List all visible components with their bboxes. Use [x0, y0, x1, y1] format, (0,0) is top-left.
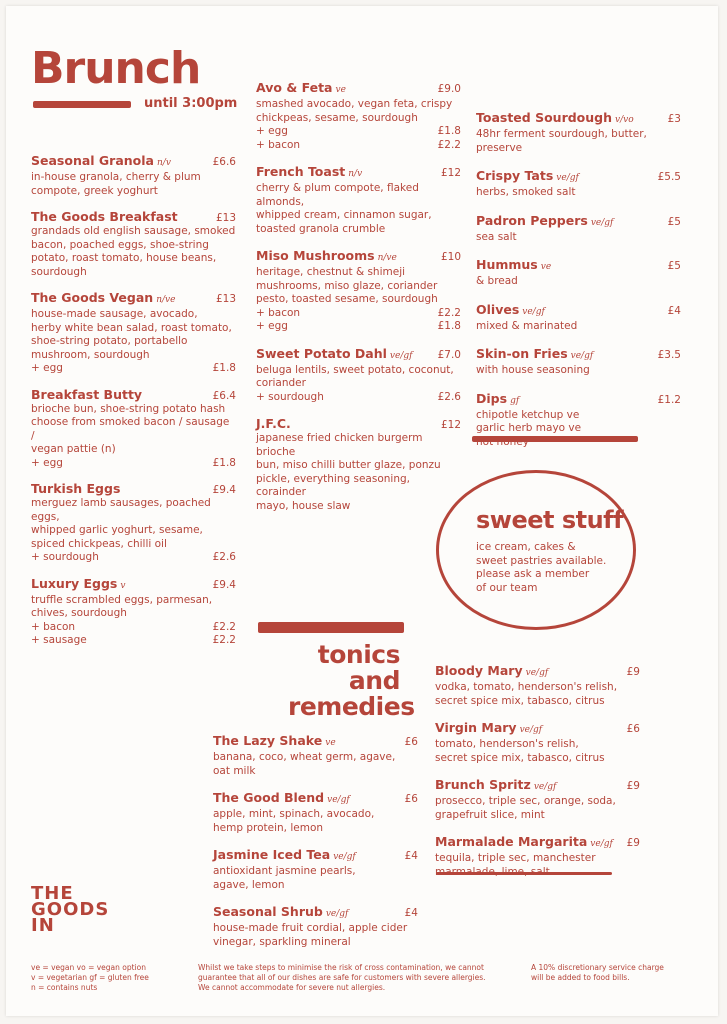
menu-item-header [256, 80, 461, 98]
menu-item-desc-line: pickle, everything seasoning, corainder [256, 472, 410, 498]
menu-item-price: £3 [667, 113, 681, 125]
menu-item-header [213, 790, 418, 808]
menu-item-title: Olives [476, 301, 520, 317]
menu-item-desc-line: chives, sourdough [31, 607, 127, 619]
menu-item-price: £1.2 [657, 393, 681, 406]
menu-item-price: £6.6 [212, 156, 236, 168]
addon-price: £2.6 [212, 551, 236, 563]
menu-item-title: Marmalade Margarita [435, 834, 588, 849]
menu-item-price: £9.0 [437, 83, 461, 95]
addon-price: £2.6 [437, 390, 461, 403]
tonics-title-line: tonics [317, 640, 400, 669]
menu-item-price: £6 [404, 793, 418, 805]
menu-item-desc-line: whipped garlic yoghurt, sesame, [31, 524, 203, 536]
menu-item-desc-line: choose from smoked bacon / sausage / [31, 416, 230, 442]
menu-item-header [31, 290, 236, 308]
menu-item-header [256, 164, 461, 182]
menu-item-header [435, 834, 640, 852]
menu-item-title: The Lazy Shake [213, 733, 323, 748]
dietary-tag: n/v [156, 158, 171, 168]
menu-item [213, 790, 418, 835]
footer-allergy-line: Whilst we take steps to minimise the risk of cross contamination, we cannot [198, 963, 484, 972]
menu-item-addon [31, 457, 236, 471]
footer-key-line: ve = vegan vo = vegan option [31, 963, 146, 972]
menu-item [213, 733, 418, 778]
menu-item-header [476, 257, 681, 275]
menu-item-desc-line: whipped cream, cinnamon sugar, [256, 209, 432, 221]
menu-item [256, 416, 461, 513]
menu-item-title: Jasmine Iced Tea [213, 847, 331, 862]
menu-item-name [213, 733, 336, 751]
menu-item-header [435, 663, 640, 681]
logo-line: IN [31, 915, 55, 936]
menu-item [213, 904, 418, 949]
menu-item-name [435, 663, 548, 681]
menu-item-desc-line: secret spice mix, tabasco, citrus [435, 751, 605, 764]
menu-item [256, 346, 461, 405]
menu-item-desc-line: herbs, smoked salt [476, 186, 576, 198]
menu-item-header [435, 720, 640, 738]
menu-item-price: £9.4 [212, 484, 236, 496]
sweet-desc-line: of our team [476, 581, 538, 594]
sweet-desc-line: please ask a member [476, 568, 590, 580]
menu-item-desc-line: chickpeas, sesame, sourdough [256, 111, 418, 124]
menu-item-desc-line: sourdough [31, 265, 87, 278]
menu-item-title: Seasonal Granola [31, 153, 154, 168]
menu-item-header [476, 346, 681, 364]
menu-item-price: £7.0 [437, 348, 461, 361]
menu-item-title: French Toast [256, 164, 346, 179]
menu-item-desc-line: vegan pattie (n) [31, 443, 116, 455]
menu-item-name [435, 720, 542, 738]
menu-item-price: £9 [626, 780, 640, 792]
menu-item-title: Sweet Potato Dahl [256, 345, 387, 361]
menu-item-price: £13 [215, 212, 236, 224]
menu-item-header [435, 777, 640, 795]
tonics-column [213, 733, 418, 961]
dietary-tag: ve/gf [533, 782, 557, 792]
brunch-title: Brunch [31, 43, 201, 94]
menu-item-title: Turkish Eggs [31, 481, 121, 496]
addon-price: £1.8 [437, 125, 461, 137]
menu-item-name [476, 168, 579, 186]
menu-item-desc-line: tomato, henderson's relish, [435, 738, 579, 750]
menu-item-desc-line: compote, greek yoghurt [31, 184, 158, 197]
menu-item-desc-line: tequila, triple sec, manchester [435, 852, 596, 864]
sweet-desc-line: sweet pastries available. [476, 554, 607, 567]
menu-item-desc-line: potato, roast tomato, house beans, [31, 252, 217, 264]
brush-stroke-header [33, 101, 131, 108]
dietary-tag: n/v [348, 169, 363, 179]
menu-item-title: Hummus [476, 257, 538, 272]
dietary-tag: ve/gf [570, 351, 594, 361]
footer-service-line: A 10% discretionary service charge [531, 963, 664, 972]
menu-item-price: £9.4 [212, 578, 236, 591]
menu-item-title: J.F.C. [256, 416, 291, 431]
dietary-tag: ve/gf [556, 173, 579, 183]
addon-label: + egg [256, 320, 288, 332]
menu-item-price: £9 [626, 837, 640, 849]
menu-item-name [256, 416, 291, 432]
menu-item-desc-line: mushrooms, miso glaze, coriander [256, 279, 438, 292]
menu-item-addon [31, 621, 236, 635]
menu-item-addon [31, 362, 236, 376]
menu-item-header [31, 387, 236, 403]
menu-item [435, 663, 640, 708]
menu-item-desc-line: mixed & marinated [476, 319, 578, 332]
menu-item [476, 302, 681, 334]
dietary-tag: v [120, 580, 126, 591]
menu-item-header [213, 904, 418, 922]
menu-item [256, 248, 461, 334]
addon-price: £2.2 [212, 634, 236, 646]
menu-item-price: £12 [440, 419, 461, 431]
dietary-tag: ve/gf [590, 217, 614, 228]
menu-item-desc-line: in-house granola, cherry & plum [31, 171, 201, 183]
menu-item-price: £4 [667, 304, 681, 317]
menu-item-name [256, 164, 362, 182]
menu-item-desc-line: brioche bun, shoe-string potato hash [31, 402, 226, 415]
menu-item-title: Skin-on Fries [476, 346, 568, 361]
menu-item-title: The Good Blend [213, 790, 325, 805]
menu-item [256, 80, 461, 152]
menu-item-title: Bloody Mary [435, 663, 523, 678]
menu-item-name [256, 248, 397, 266]
menu-item-title: The Goods Breakfast [31, 209, 178, 224]
addon-price: £2.2 [212, 620, 236, 633]
dietary-tag: ve [325, 738, 336, 748]
brush-stroke-tonics [258, 622, 404, 633]
menu-item-desc-line: heritage, chestnut & shimeji [256, 266, 406, 278]
menu-item [476, 110, 681, 155]
menu-item-desc-line: antioxidant jasmine pearls, [213, 865, 356, 877]
menu-item-header [31, 481, 236, 497]
menu-item-header [31, 209, 236, 225]
menu-item-desc-line: cherry & plum compote, flaked almonds, [256, 182, 419, 208]
menu-item-price: £9 [626, 666, 640, 678]
menu-item-header [256, 346, 461, 364]
menu-item-desc-line: banana, coco, wheat germ, agave, [213, 751, 396, 763]
menu-item-price: £5 [667, 215, 681, 228]
footer-key-line: v = vegetarian gf = gluten free [31, 973, 149, 982]
menu-item-name [476, 257, 551, 275]
menu-item [435, 720, 640, 765]
menu-item-desc-line: merguez lamb sausages, poached eggs, [31, 497, 211, 523]
addon-label: + sausage [31, 634, 87, 646]
menu-item-header [31, 153, 236, 171]
menu-item-desc-line: agave, lemon [213, 878, 285, 891]
dietary-tag: ve/gf [590, 839, 613, 849]
menu-item [31, 209, 236, 279]
menu-item-title: Miso Mushrooms [256, 248, 375, 263]
logo-line: GOODS [31, 899, 110, 920]
addon-label: + egg [31, 362, 63, 374]
menu-item-price: £13 [215, 293, 236, 305]
menu-item [213, 847, 418, 892]
dietary-tag: n/ve [377, 253, 397, 263]
menu-item-title: Dips [476, 390, 508, 406]
dietary-tag: gf [510, 395, 520, 406]
sweet-stuff-desc [476, 541, 626, 595]
menu-item-addon [31, 551, 236, 565]
menu-item-desc-line: preserve [476, 141, 523, 154]
dietary-tag: ve/gf [325, 909, 349, 919]
addon-price: £1.8 [212, 362, 236, 374]
menu-item-name [31, 153, 171, 171]
menu-item-name [435, 834, 613, 852]
tonics-title-line: remedies [288, 692, 415, 721]
dietary-tag: ve [540, 262, 552, 272]
service-charge-notice [531, 963, 696, 983]
addon-label: + egg [256, 125, 288, 137]
menu-item-price: £5.5 [657, 171, 681, 183]
brush-stroke-drinks [436, 872, 612, 875]
menu-item-title: The Goods Vegan [31, 290, 154, 305]
addon-label: + bacon [256, 138, 301, 151]
menu-item-desc-line: beluga lentils, sweet potato, coconut, [256, 363, 454, 376]
menu-item-desc-line: prosecco, triple sec, orange, soda, [435, 795, 616, 807]
menu-item-name [213, 904, 348, 922]
menu-item-desc-line: vodka, tomato, henderson's relish, [435, 681, 618, 693]
menu-item-title: Padron Peppers [476, 212, 588, 228]
menu-item-desc-line: with house seasoning [476, 364, 590, 376]
menu-item [31, 387, 236, 471]
menu-item-name [476, 391, 519, 409]
menu-item-desc-line: house-made fruit cordial, apple cider [213, 922, 408, 934]
menu-item [476, 346, 681, 378]
menu-item [31, 576, 236, 648]
menu-item-name [31, 481, 120, 497]
addon-label: + bacon [31, 620, 76, 633]
brunch-column-1 [31, 153, 236, 659]
menu-item-header [476, 213, 681, 231]
dietary-tag: ve/gf [522, 306, 545, 317]
menu-item-header [213, 847, 418, 865]
logo-line: THE [31, 883, 74, 904]
footer-allergy-line: guarantee that all of our dishes are safe for customers with severe allergies. [198, 973, 486, 982]
menu-item-name [213, 847, 356, 865]
menu-item-name [213, 790, 350, 808]
menu-item-header [256, 416, 461, 432]
addon-price: £2.2 [437, 306, 461, 319]
menu-item-title: Virgin Mary [435, 720, 517, 735]
menu-item-header [31, 576, 236, 594]
dietary-tag: ve/gf [519, 725, 543, 735]
menu-item-header [476, 110, 681, 128]
menu-item [476, 213, 681, 245]
menu-item-price: £4 [404, 907, 418, 919]
menu-item-name [476, 110, 634, 128]
menu-item-desc-line: hemp protein, lemon [213, 821, 324, 834]
allergy-notice [198, 963, 528, 993]
sweet-desc-line: ice cream, cakes & [476, 541, 576, 553]
the-goods-in-logo [31, 883, 110, 936]
menu-item-desc-line: garlic herb mayo ve [476, 422, 582, 434]
brunch-hours: until 3:00pm [144, 96, 238, 111]
menu-item-addon [31, 634, 236, 648]
menu-item-title: Toasted Sourdough [476, 110, 613, 125]
menu-item-desc-line: herby white bean salad, roast tomato, [31, 321, 232, 334]
menu-item [476, 257, 681, 289]
menu-item-price: £5 [667, 260, 681, 272]
menu-item-name [476, 302, 545, 320]
menu-item-title: Breakfast Butty [31, 386, 143, 402]
menu-item-name [256, 346, 412, 364]
tonics-title-line: and [348, 666, 400, 695]
tonics-title [288, 640, 415, 721]
brunch-column-2 [256, 80, 461, 525]
footer-service-line: will be added to food bills. [531, 973, 630, 982]
menu-item-title: Brunch Spritz [435, 777, 531, 792]
menu-item-name [31, 387, 142, 403]
menu-item-title: Seasonal Shrub [213, 904, 323, 919]
menu-item-desc-line: toasted granola crumble [256, 222, 386, 235]
menu-item-desc-line: pesto, toasted sesame, sourdough [256, 293, 438, 305]
menu-item-price: £4 [404, 850, 418, 862]
menu-item-desc-line: spiced chickpeas, chilli oil [31, 537, 167, 550]
menu-item-addon [256, 139, 461, 153]
menu-item [435, 777, 640, 822]
menu-item-desc-line: truffle scrambled eggs, parmesan, [31, 593, 213, 606]
menu-item-title: Luxury Eggs [31, 575, 118, 591]
menu-item-desc-line: japanese fried chicken burgerm brioche [256, 432, 423, 458]
menu-item-desc-line: grandads old english sausage, smoked [31, 225, 236, 237]
menu-item-price: £10 [440, 251, 461, 263]
dietary-tag: ve/gf [389, 350, 413, 361]
menu-item [31, 481, 236, 565]
menu-item-header [476, 168, 681, 186]
dietary-tag: ve/gf [333, 852, 356, 862]
menu-item-name [31, 290, 175, 308]
menu-item-desc-line: bacon, poached eggs, shoe-string [31, 238, 209, 251]
drinks-column [435, 663, 640, 891]
menu-item-addon [256, 125, 461, 139]
menu-item-title: Avo & Feta [256, 80, 333, 95]
menu-item-price: £3.5 [657, 349, 681, 361]
menu-item-price: £6 [404, 736, 418, 748]
brush-stroke-sides [472, 436, 638, 442]
menu-item-desc-line: mushroom, sourdough [31, 348, 150, 361]
menu-item-desc-line: apple, mint, spinach, avocado, [213, 808, 375, 820]
menu-item-desc-line: chipotle ketchup ve [476, 408, 580, 421]
menu-item-desc-line: secret spice mix, tabasco, citrus [435, 694, 605, 707]
menu-item-desc-line: bun, miso chilli butter glaze, ponzu [256, 459, 441, 471]
menu-item-addon [256, 391, 461, 405]
addon-price: £2.2 [437, 138, 461, 151]
menu-item-name [476, 213, 613, 231]
addon-price: £1.8 [212, 456, 236, 469]
addon-label: + bacon [256, 306, 301, 319]
menu-item-name [31, 209, 178, 225]
dietary-tag: v/vo [615, 115, 634, 125]
menu-item-addon [256, 320, 461, 334]
menu-item-desc-line: oat milk [213, 764, 256, 777]
menu-item-price: £6.4 [212, 389, 236, 402]
menu-item-price: £12 [440, 167, 461, 179]
dietary-tag: ve/gf [525, 668, 549, 678]
menu-item-desc-line: coriander [256, 377, 306, 389]
menu-item-desc-line: 48hr ferment sourdough, butter, [476, 128, 647, 140]
menu-item-title: Crispy Tats [476, 168, 554, 183]
menu-item-desc-line: grapefruit slice, mint [435, 808, 545, 821]
menu-item-desc-line: vinegar, sparkling mineral [213, 935, 351, 948]
menu-item-header [476, 302, 681, 320]
menu-item-header [213, 733, 418, 751]
menu-item [476, 168, 681, 200]
menu-item [31, 153, 236, 198]
sweet-stuff-title: sweet stuff [476, 506, 624, 534]
addon-price: £1.8 [437, 320, 461, 332]
dietary-tag: ve [335, 85, 346, 95]
menu-item-header [256, 248, 461, 266]
menu-item-name [31, 576, 125, 594]
dietary-key [31, 963, 196, 993]
menu-item-price: £6 [626, 723, 640, 735]
menu-item-name [256, 80, 346, 98]
footer-allergy-line: We cannot accommodate for severe nut allergies. [198, 983, 386, 992]
menu-item [256, 164, 461, 236]
menu-item-desc-line: mayo, house slaw [256, 499, 351, 512]
addon-label: + sourdough [256, 390, 324, 403]
menu-item-name [435, 777, 556, 795]
addon-label: + sourdough [31, 551, 99, 563]
menu-item [31, 290, 236, 376]
sides-column [476, 110, 681, 462]
menu-item-desc-line: smashed avocado, vegan feta, crispy [256, 98, 453, 110]
footer-key-line: n = contains nuts [31, 983, 98, 992]
menu-item-desc-line: & bread [476, 275, 518, 287]
dietary-tag: ve/gf [327, 795, 350, 805]
menu-item-desc-line: sea salt [476, 230, 517, 243]
menu-item-desc-line: shoe-string potato, portabello [31, 335, 188, 347]
menu-item-addon [256, 307, 461, 321]
dietary-tag: n/ve [156, 295, 176, 305]
menu-item-desc-line: house-made sausage, avocado, [31, 308, 198, 320]
menu-item-name [476, 346, 593, 364]
menu-item-header [476, 391, 681, 409]
addon-label: + egg [31, 456, 63, 469]
